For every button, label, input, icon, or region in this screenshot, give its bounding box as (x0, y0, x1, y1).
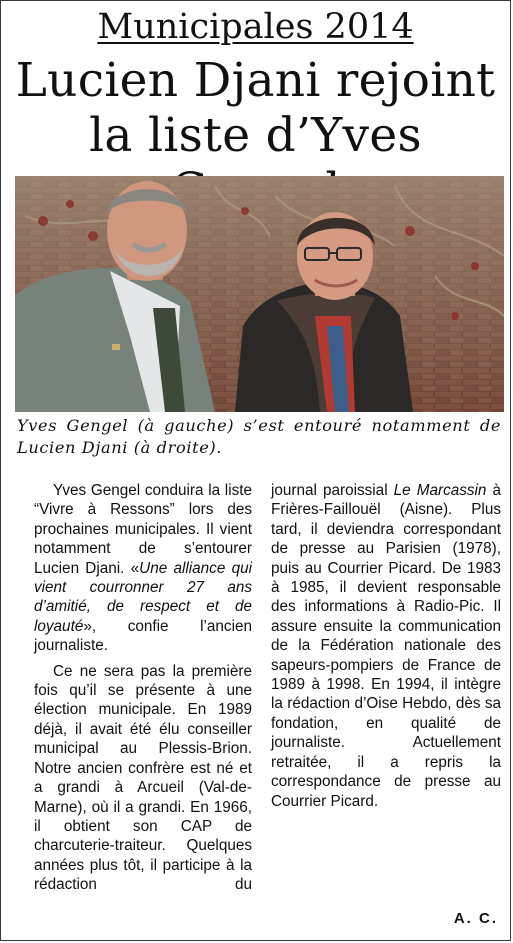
article-photo (15, 176, 504, 412)
author-signature: A. C. (453, 910, 498, 927)
paragraph-text: à Frières-Faillouël (Aisne). Plus tard, il deviendra correspondant de presse au Parisien (1978), puis au Courrier Picard. De 1983 à 1985, il devient responsable des informations à Radio-Pic. Il assure ensuite la communication de la Fédération nationale des sapeurs-pompiers de France de 1989 à 1998. En 1994, il intègre la rédaction d’Oise Hebdo, dès sa fondation, en qualité de journaliste. Actuellement retraitée, il a repris la correspondance de presse au Courrier Picard. (271, 482, 501, 810)
paragraph-text: journal paroissial (271, 482, 394, 499)
headline-line-2: la liste d’Yves (89, 108, 422, 163)
paragraph (34, 481, 252, 656)
photo-caption: Yves Gengel (à gauche) s’est entouré notamment de Lucien Djani (à droite). (17, 416, 501, 457)
headline-line-1: Lucien Djani rejoint (15, 53, 496, 108)
article-column-1 (34, 481, 252, 895)
paragraph-text: Yves Gengel conduira la liste “Vivre à Ressons” lors des prochaines municipales. Il vient notamment de s’entourer Lucien Djani. « (34, 482, 252, 577)
article-column-2 (271, 481, 501, 811)
publication-name: Le Marcassin (393, 482, 487, 499)
kicker-title: Municipales 2014 (97, 7, 414, 47)
paragraph-text: », confie l’ancien journaliste. (34, 617, 252, 655)
paragraph (271, 481, 501, 811)
paragraph: Ce ne sera pas la première fois qu’il se présente à une élection municipale. En 1989 déjà, il avait été élu conseiller municipal au Plessis-Brion. Notre ancien confrère est né et a grandi à Arcueil (Val-de-Marne), où il a grandi. En 1966, il obtient son CAP de charcuterie-traiteur. Quelques années plus tôt, il participe à la rédaction du (34, 662, 252, 894)
quote-text: Une alliance qui vient courronner 27 ans d’amitié, de respect et de loyauté (34, 559, 252, 635)
